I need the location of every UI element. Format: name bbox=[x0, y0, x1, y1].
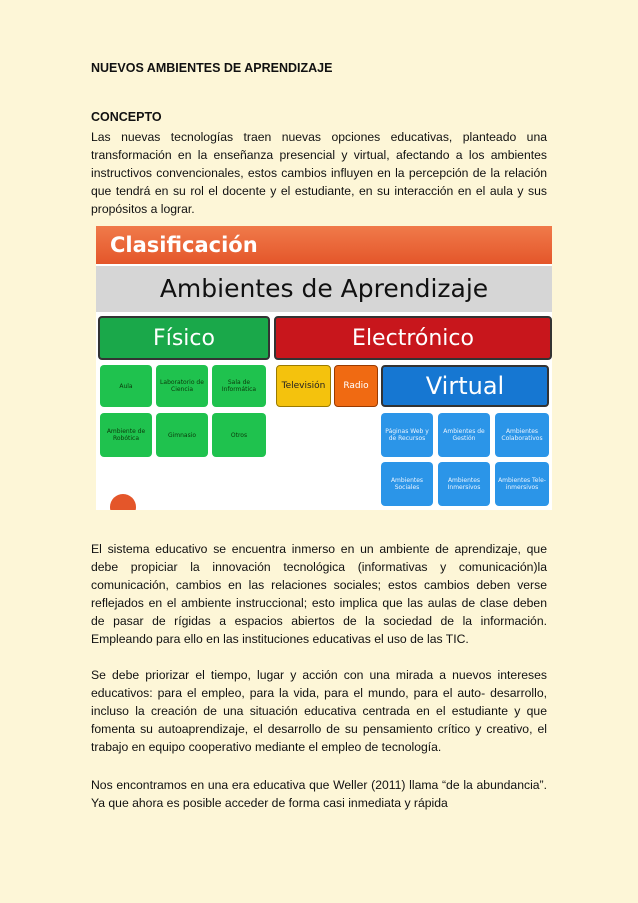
virtual-item: Ambientes de Gestión bbox=[438, 413, 490, 457]
virtual-item: Ambientes Sociales bbox=[381, 462, 433, 506]
virtual-item: Ambientes Colaborativos bbox=[495, 413, 549, 457]
paragraph-system: El sistema educativo se encuentra inmerso en un ambiente de aprendizaje, que debe propiciar la innovación tecnológica (informativas y comunicación)la comunicación, cambios en las relaciones sociales; estos cambios deben verse reflejados en el ambiente instruccional; esto implica que las aulas de clase deben de pasar de rígidas a espacios abiertos de la sociedad de la información. Empleando para ello en las instituciones educativas el uso de las TIC. bbox=[91, 542, 547, 646]
fisico-item: Sala de Informática bbox=[212, 365, 266, 407]
virtual-item: Ambientes Inmersivos bbox=[438, 462, 490, 506]
fisico-item: Otros bbox=[212, 413, 266, 457]
diagram-subtitle: Ambientes de Aprendizaje bbox=[96, 266, 552, 312]
concept-heading: CONCEPTO bbox=[91, 110, 162, 124]
fisico-item: Gimnasio bbox=[156, 413, 208, 457]
fisico-item: Ambiente de Robótica bbox=[100, 413, 152, 457]
logo-icon bbox=[110, 494, 136, 510]
paragraph-priority: Se debe priorizar el tiempo, lugar y acción con una mirada a nuevos intereses educativos: para el empleo, para la vida, para el mundo, para el auto- desarrollo, incluso la creación de una situación educativa centrada en el estudiante y que fomenta su autoaprendizaje, el desarrollo de su pensamiento crítico y creativo, el trabajo en equipo cooperativo mediante el empleo de tecnología. bbox=[91, 668, 547, 754]
document-title: NUEVOS AMBIENTES DE APRENDIZAJE bbox=[91, 61, 333, 75]
virtual-item: Ambientes Tele-inmersivos bbox=[495, 462, 549, 506]
fisico-item: Laboratorio de Ciencia bbox=[156, 365, 208, 407]
fisico-item: Aula bbox=[100, 365, 152, 407]
television-box: Televisión bbox=[276, 365, 331, 407]
paragraph-concept: Las nuevas tecnologías traen nuevas opciones educativas, planteado una transformación en la enseñanza presencial y virtual, afectando a los ambientes instructivos convencionales, estos cambios influyen en la percepción de la relación que tendrá en su rol el docente y el estudiante, en su interacción en el aula y sus propósitos a lograr. bbox=[91, 130, 547, 216]
virtual-box: Virtual bbox=[381, 365, 549, 407]
paragraph-era: Nos encontramos en una era educativa que Weller (2011) llama “de la abundancia”. Ya que ahora es posible acceder de forma casi inmediata y rápida bbox=[91, 778, 547, 810]
classification-diagram bbox=[96, 226, 552, 510]
virtual-item: Páginas Web y de Recursos bbox=[381, 413, 433, 457]
diagram-header: Clasificación bbox=[96, 226, 552, 264]
fisico-box: Físico bbox=[98, 316, 270, 360]
radio-box: Radio bbox=[334, 365, 378, 407]
electronico-box: Electrónico bbox=[274, 316, 552, 360]
